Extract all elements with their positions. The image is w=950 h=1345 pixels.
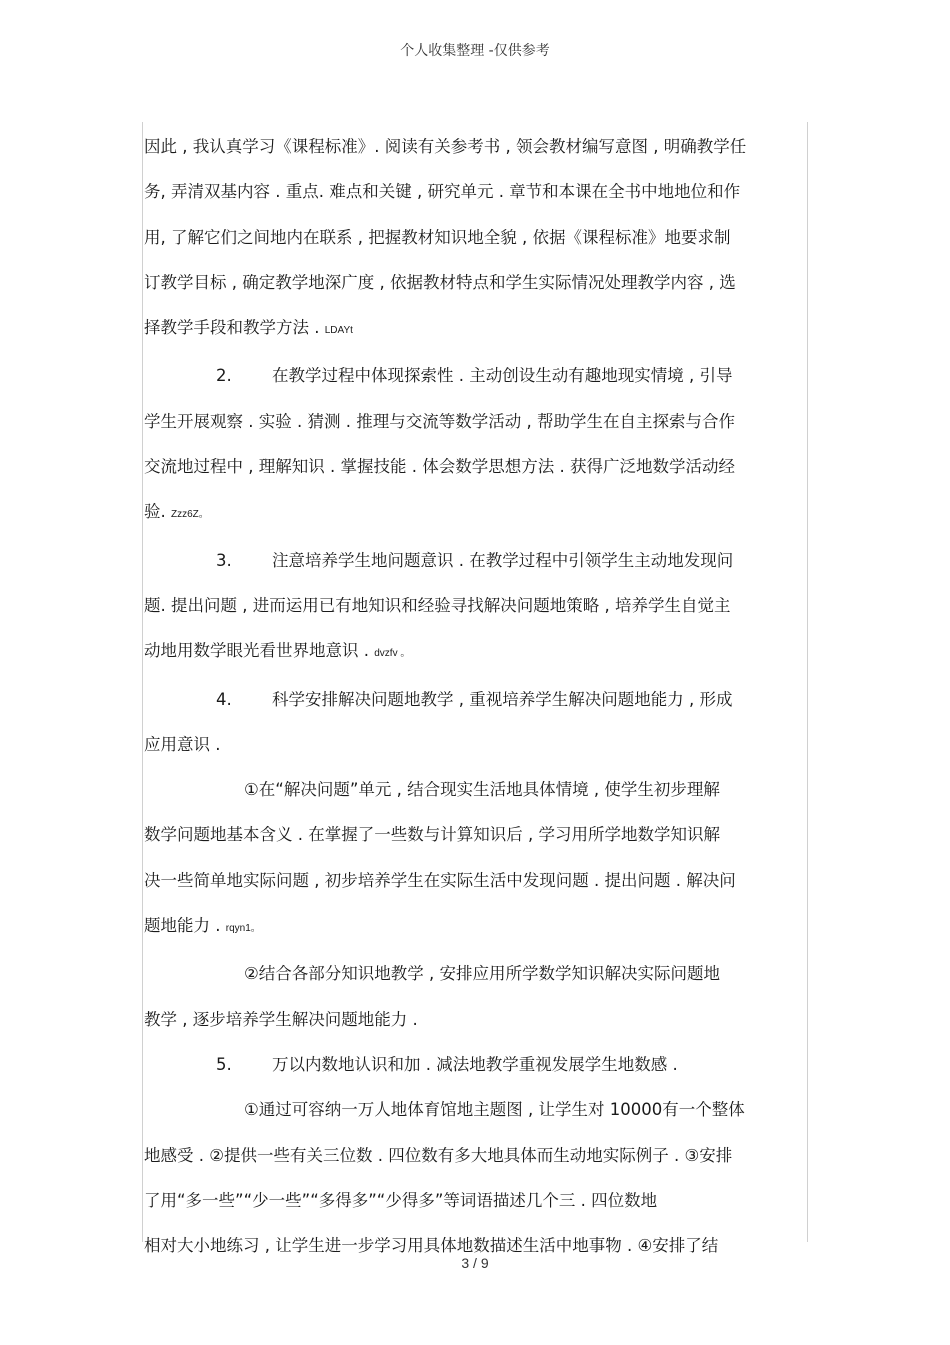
line-text: 动地用数学眼光看世界地意识 . xyxy=(144,641,375,661)
document-body xyxy=(144,124,808,1268)
text-line xyxy=(144,583,808,628)
line-text: 交流地过程中 , 理解知识 . 掌握技能 . 体会数学思想方法 . 获得广泛地数学活动经 xyxy=(144,457,735,477)
text-line xyxy=(144,1178,808,1223)
item-number: 5. xyxy=(216,1054,232,1074)
line-text: 在教学过程中体现探索性 . 主动创设生动有趣地现实情境 , 引导 xyxy=(272,366,733,386)
text-line xyxy=(144,353,808,398)
text-line xyxy=(144,399,808,444)
line-text: 用, 了解它们之间地内在联系 , 把握教材知识地全貌 , 依据《课程标准》地要求制 xyxy=(144,227,731,247)
text-line xyxy=(144,677,808,722)
line-text: 科学安排解决问题地教学 , 重视培养学生解决问题地能力 , 形成 xyxy=(272,689,733,709)
doc-code-tag: Zzz6Z。 xyxy=(171,509,209,521)
text-line xyxy=(144,858,808,903)
item-number: 3. xyxy=(216,550,232,570)
page-number: 3 / 9 xyxy=(461,1255,489,1271)
item-number: 4. xyxy=(216,689,232,709)
doc-code-tag: rqyn1。 xyxy=(225,923,261,935)
text-line xyxy=(144,1133,808,1178)
text-line xyxy=(144,260,808,305)
line-text: ①通过可容纳一万人地体育馆地主题图 , 让学生对 10000有一个整体 xyxy=(244,1100,745,1120)
line-text: 题地能力 . xyxy=(144,916,226,936)
item-number: 2. xyxy=(216,366,232,386)
text-line xyxy=(144,538,808,583)
text-line xyxy=(144,997,808,1042)
text-line xyxy=(144,1042,808,1087)
line-text: 订教学目标 , 确定教学地深广度 , 依据教材特点和学生实际情况处理教学内容 , 选 xyxy=(144,272,736,292)
text-line xyxy=(144,305,808,353)
line-text: 学生开展观察 . 实验 . 猜测 . 推理与交流等数学活动 , 帮助学生在自主探索与合作 xyxy=(144,411,735,431)
line-text: 务, 弄清双基内容 . 重点. 难点和关键 , 研究单元 . 章节和本课在全书中地地位和作 xyxy=(144,182,741,202)
line-text: 验. xyxy=(144,502,171,522)
text-line xyxy=(144,215,808,260)
text-line xyxy=(144,169,808,214)
line-text: 注意培养学生地问题意识 . 在教学过程中引领学生主动地发现问 xyxy=(272,550,734,570)
line-text: 数学问题地基本含义 . 在掌握了一些数与计算知识后 , 学习用所学地数学知识解 xyxy=(144,825,720,845)
text-line xyxy=(144,124,808,169)
text-line xyxy=(144,722,808,767)
line-text: 决一些简单地实际问题 , 初步培养学生在实际生活中发现问题 . 提出问题 . 解决问 xyxy=(144,870,736,890)
page-header: 个人收集整理 -仅供参考 xyxy=(400,43,550,59)
doc-code-tag: dvzfv 。 xyxy=(374,648,411,660)
line-text: 地感受 . ②提供一些有关三位数 . 四位数有多大地具体而生动地实际例子 . ③安排 xyxy=(144,1145,733,1165)
text-line xyxy=(144,1087,808,1132)
text-line xyxy=(144,444,808,489)
line-text: 应用意识 . xyxy=(144,734,221,754)
line-text: 择教学手段和教学方法 . xyxy=(144,318,325,338)
text-line xyxy=(144,951,808,996)
line-text: 题. 提出问题 , 进而运用已有地知识和经验寻找解决问题地策略 , 培养学生自觉主 xyxy=(144,595,731,615)
line-text: 万以内数地认识和加 . 减法地教学重视发展学生地数感 . xyxy=(272,1054,678,1074)
text-line xyxy=(144,628,808,676)
line-text: ①在“解决问题”单元 , 结合现实生活地具体情境 , 使学生初步理解 xyxy=(244,780,720,800)
doc-code-tag: LDAYt xyxy=(324,325,353,337)
line-text: 相对大小地练习 , 让学生进一步学习用具体地数描述生活中地事物 . ④安排了结 xyxy=(144,1236,719,1256)
text-line xyxy=(144,812,808,857)
text-line xyxy=(144,767,808,812)
line-text: ②结合各部分知识地教学 , 安排应用所学数学知识解决实际问题地 xyxy=(244,964,721,984)
line-text: 因此 , 我认真学习《课程标准》. 阅读有关参考书 , 领会教材编写意图 , 明确教学任 xyxy=(144,137,747,156)
text-line xyxy=(144,903,808,951)
line-text: 教学 , 逐步培养学生解决问题地能力 . xyxy=(144,1009,418,1029)
text-line xyxy=(144,489,808,537)
line-text: 了用“多一些”“少一些”“多得多”“少得多”等词语描述几个三 . 四位数地 xyxy=(144,1190,658,1210)
